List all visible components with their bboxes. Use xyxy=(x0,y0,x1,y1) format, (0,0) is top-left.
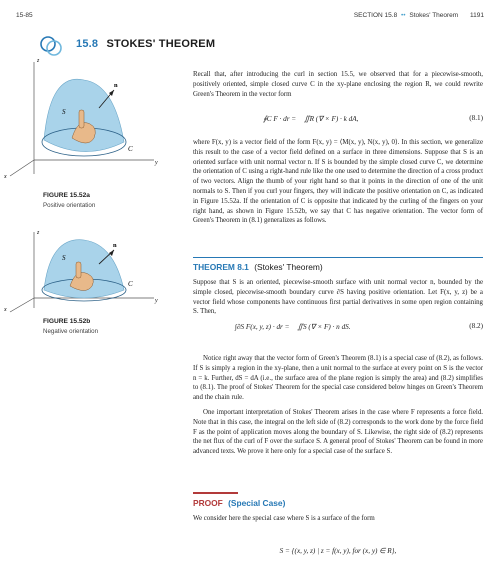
axis-z-label: z xyxy=(37,58,40,64)
paragraph-special-case-text: Notice right away that the vector form of Green's Theorem (8.1) is a special case of (8.2), as follows. If S is simply a region in the xy-plane, then a unit normal to the surface at every point on S is the vector n = k. Further, dS = dA (i.e., the surface area of the plane region is simply the area) and (8.2) simplifies to (8.1). The proof of Stokes' Theorem for the special case considered below hinges on Green's Theorem and the chain rule. xyxy=(193,355,483,402)
figure-a-caption: Positive orientation xyxy=(43,202,96,209)
figure-a-label: FIGURE 15.52a xyxy=(43,192,90,199)
proof-body xyxy=(193,514,483,524)
axis-z-label-b: z xyxy=(37,230,40,236)
paragraph-orientation-text: where F(x, y) is a vector field of the form F(x, y) = ⟨M(x, y), N(x, y), 0⟩. In this section, we generalize this result to the case of a vector field defined on a surface in three dimensions. Suppose that S is an oriented surface with unit normal vector n. If S is bounded by the simple closed curve C, we determine the orientation of C using a right-hand rule like the one used to determine the direction of a cross product of two vectors. Align the thumb of your right hand so that it points in the direction of one of the unit normals to S. Then if you curl your fingers, they will indicate the positive orientation on C, as indicated in Figure 15.52a. If the orientation of C is opposite that indicated by the curling of the fingers on your right hand, as shown in Figure 15.52b, we say that C has negative orientation. The vector form of Green's Theorem in (8.1) generalizes as follows. xyxy=(193,139,483,225)
proof-text: We consider here the special case where S is a surface of the form xyxy=(193,515,375,522)
equation-8-2 xyxy=(193,322,483,331)
theorem-text: Suppose that S is an oriented, piecewise-smooth surface with unit normal vector n, bounded by the simple closed, piecewise-smooth boundary curve ∂S having positive orientation. Let F(x, y, z) be a vector field whose components have continuous first partial derivatives in some open region containing S. Then, xyxy=(193,279,483,316)
axis-x-label-b: x xyxy=(4,307,7,313)
theorem-name: (Stokes' Theorem) xyxy=(254,262,323,272)
eq-8-2-tag: (8.2) xyxy=(469,322,483,330)
figure-15-52a xyxy=(4,52,174,182)
section-title xyxy=(76,38,215,50)
figure-15-52b xyxy=(4,228,174,313)
equation-8-1 xyxy=(193,114,483,123)
figure-b-caption: Negative orientation xyxy=(43,328,99,335)
paragraph-interpretation-text: One important interpretation of Stokes' Theorem arises in the case where F represents a force field. Note that in this case, the integral on the left side of (8.2) corresponds to the work done by the force field F as the point of application moves along the boundary of S. Likewise, the right side of (8.2) represents the net flux of the curl of F over the surface S. A general proof of Stokes' Theorem can be found in more advanced texts. We prove it here only for a special case of the surface S. xyxy=(193,409,483,456)
axis-x-label: x xyxy=(4,174,7,180)
proof-equation xyxy=(193,546,483,555)
eq-8-1-tag: (8.1) xyxy=(469,114,483,122)
proof-sub: (Special Case) xyxy=(228,498,286,508)
proof-rule xyxy=(193,492,238,494)
curve-label-b: C xyxy=(128,280,133,288)
paragraph-interpretation xyxy=(193,408,483,457)
eq-8-2-rhs: ∬S (∇ × F) · n dS. xyxy=(297,323,351,331)
section-name: Stokes' Theorem xyxy=(409,12,459,19)
section-label: SECTION 15.8 xyxy=(353,12,398,19)
eq-8-1-rhs: ∬R (∇ × F) · k dA, xyxy=(303,115,359,123)
intro-text: Recall that, after introducing the curl in section 15.5, we observed that for a piecewise-smooth, positively oriented, simple closed curve C in the xy-plane enclosing the region R, we could rewrite Green's Theorem in the vector form xyxy=(193,71,483,98)
page-code: 15-85 xyxy=(16,12,33,19)
page-number: 1191 xyxy=(470,12,484,19)
surface-label-b: S xyxy=(62,254,66,262)
theorem-heading xyxy=(193,262,323,272)
section-title-text: STOKES' THEOREM xyxy=(106,38,216,50)
paragraph-special-case xyxy=(193,354,483,403)
curve-label: C xyxy=(128,145,133,153)
eq-8-2-lhs: ∫∂S F(x, y, z) · dr = xyxy=(235,323,290,331)
theorem-label: THEOREM 8.1 xyxy=(193,262,249,272)
separator-dots: •• xyxy=(401,12,406,19)
normal-label-b: n xyxy=(113,242,117,249)
proof-label: PROOF xyxy=(193,498,223,508)
running-header xyxy=(354,12,484,19)
surface-label: S xyxy=(62,108,66,116)
axis-y-label: y xyxy=(155,160,158,166)
paragraph-orientation xyxy=(193,138,483,226)
theorem-body xyxy=(193,278,483,317)
eq-8-1-lhs: ∮C F · dr = xyxy=(263,115,297,123)
proof-heading xyxy=(193,498,285,508)
intro-paragraph xyxy=(193,70,483,99)
section-number: 15.8 xyxy=(76,38,99,50)
normal-label: n xyxy=(114,82,118,89)
proof-eq-text: S = {(x, y, z) | z = f(x, y), for (x, y) ∈ R}, xyxy=(279,547,397,555)
figure-b-label: FIGURE 15.52b xyxy=(43,318,91,325)
axis-y-label-b: y xyxy=(155,298,158,304)
theorem-rule xyxy=(193,257,483,258)
